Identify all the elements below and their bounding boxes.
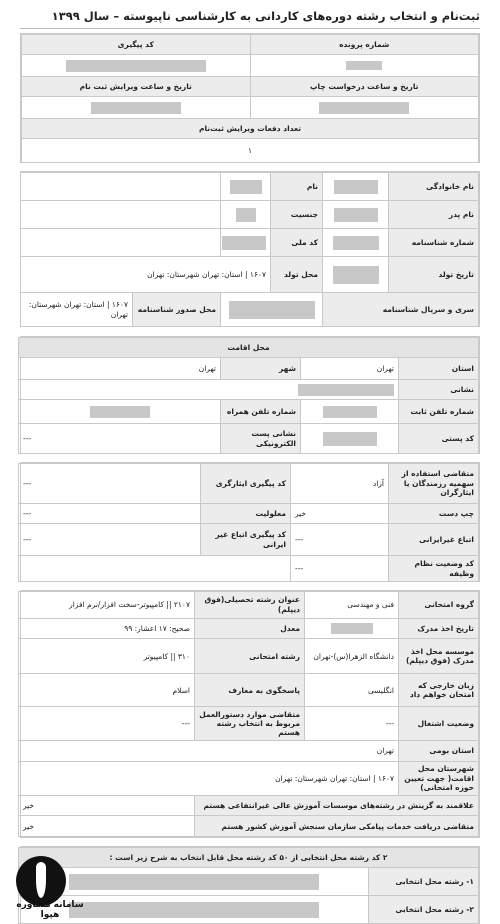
redacted-value	[66, 60, 206, 72]
military-label: کد وضعیت نظام وظیفه	[389, 556, 479, 582]
institute-label: موسسه محل اخذ مدرک (فوق دیپلم)	[399, 639, 479, 674]
postal-code-label: کد پستی	[399, 424, 479, 454]
disability-label: معلولیت	[201, 504, 291, 524]
tracking-code-value	[22, 55, 251, 77]
exam-group-value: فنی و مهندسی	[305, 592, 399, 619]
serial-label: سری و سریال شناسنامه	[323, 293, 479, 327]
title-divider	[20, 28, 480, 29]
veteran-quota-label: متقاضی استفاده از سهمیه رزمندگان یا ایثارگران	[389, 464, 479, 504]
birth-date-label: تاریخ تولد	[389, 257, 479, 293]
native-province-label: استان بومی	[399, 741, 479, 762]
province-label: استان	[399, 358, 479, 380]
job-status-value: ---	[305, 707, 399, 741]
institute-value: دانشگاه الزهرا(س)-تهران	[305, 639, 399, 674]
id-number-value	[323, 229, 389, 257]
field-title-label: عنوان رشته تحصیلی(فوق دیپلم)	[195, 592, 305, 619]
military-value: ---	[291, 556, 389, 582]
section-residence	[20, 336, 480, 454]
mobile-value	[19, 400, 221, 424]
issue-place-label: محل صدور شناسنامه	[133, 293, 221, 327]
sms-value: خیر	[19, 816, 195, 837]
redacted-value	[323, 406, 377, 418]
degree-date-label: تاریخ اخذ مدرک	[399, 618, 479, 639]
birth-date-value	[323, 257, 389, 293]
lefthand-label: چپ دست	[389, 504, 479, 524]
redacted-value	[298, 384, 394, 396]
national-code-label: کد ملی	[271, 229, 323, 257]
empty-cell	[19, 556, 291, 582]
nonprofit-value: خیر	[19, 795, 195, 816]
redacted-value	[323, 432, 377, 446]
tracking-code-label: کد پیگیری	[22, 35, 251, 55]
rules-label: متقاضی موارد دستورالعمل مربوط به انتخاب رشته هستم	[195, 707, 305, 741]
gpa-label: معدل	[195, 618, 305, 639]
edit-date-label: تاریخ و ساعت ویرایش ثبت نام	[22, 77, 251, 97]
redacted-value	[222, 236, 266, 250]
exam-group-label: گروه امتحانی	[399, 592, 479, 619]
foreign-label: اتباع غیرایرانی	[389, 524, 479, 556]
father-name-value	[323, 201, 389, 229]
redacted-value	[334, 180, 378, 194]
redacted-value	[69, 902, 319, 918]
sms-label: متقاضی دریافت خدمات پیامکی سازمان سنجش آموزش کشور هستم	[195, 816, 479, 837]
redacted-value	[91, 102, 181, 114]
field-title-value: ۲۱۰۷ || کامپیوتر-سخت افزار/نرم افزار	[19, 592, 195, 619]
empty-cell	[21, 173, 221, 201]
redacted-value	[229, 301, 315, 319]
serial-value	[221, 293, 323, 327]
foreign-code-value: ---	[19, 524, 201, 556]
lastname-label: نام خانوادگی	[389, 173, 479, 201]
section-file-info	[20, 33, 480, 163]
email-value: ---	[19, 424, 221, 454]
native-province-value: تهران	[19, 741, 399, 762]
email-label: نشانی پست الکترونیکی	[221, 424, 301, 454]
gender-label: جنسیت	[271, 201, 323, 229]
residence-header: محل اقامت	[19, 338, 479, 358]
redacted-value	[346, 61, 382, 70]
address-value	[19, 380, 399, 400]
disability-value: ---	[19, 504, 201, 524]
veteran-quota-value: آزاد	[291, 464, 389, 504]
birth-place-label: محل تولد	[271, 257, 323, 293]
print-date-value	[250, 97, 479, 119]
choice-2-label: ۲- رشته محل انتخابی	[369, 896, 479, 924]
address-label: نشانی	[399, 380, 479, 400]
name-value	[221, 173, 271, 201]
redacted-value	[333, 266, 379, 284]
pen-nib-icon	[36, 862, 46, 898]
file-number-value	[250, 55, 479, 77]
gender-value	[221, 201, 271, 229]
city-value: تهران	[19, 358, 221, 380]
exam-field-label: رشته امتحانی	[195, 639, 305, 674]
print-date-label: تاریخ و ساعت درخواست چاپ	[250, 77, 479, 97]
choice-1-label: ۱- رشته محل انتخابی	[369, 868, 479, 896]
lefthand-value: خیر	[291, 504, 389, 524]
province-value: تهران	[301, 358, 399, 380]
redacted-value	[90, 406, 150, 418]
empty-cell	[21, 229, 221, 257]
name-label: نام	[271, 173, 323, 201]
nonprofit-label: علاقمند به گزینش در رشته‌های موسسات آموزش عالی غیرانتفاعی هستم	[195, 795, 479, 816]
veteran-code-label: کد پیگیری ایثارگری	[201, 464, 291, 504]
city-label: شهر	[221, 358, 301, 380]
section-education	[20, 590, 480, 838]
father-name-label: نام پدر	[389, 201, 479, 229]
phone-value	[301, 400, 399, 424]
lastname-value	[323, 173, 389, 201]
foreign-value: ---	[291, 524, 389, 556]
religion-label: پاسخگوی به معارف	[195, 674, 305, 707]
language-value: انگلیسی	[305, 674, 399, 707]
section-personal-info	[20, 171, 480, 327]
issue-place-value: ۱۶۰۷ | استان: تهران شهرستان: تهران	[21, 293, 133, 327]
degree-date-value	[305, 618, 399, 639]
redacted-value	[319, 102, 409, 114]
redacted-value	[333, 236, 379, 250]
page-title: ثبت‌نام و انتخاب رشته دوره‌های کاردانی به کارشناسی ناپیوسته – سال ۱۳۹۹	[51, 9, 480, 23]
postal-code-value	[301, 424, 399, 454]
edit-count-label: تعداد دفعات ویرایش ثبت‌نام	[22, 119, 479, 139]
language-label: زبان خارجی که امتحان خواهم داد	[399, 674, 479, 707]
redacted-value	[69, 874, 319, 890]
national-code-value	[221, 229, 271, 257]
residence-city-label: شهرستان محل اقامت( جهت تعیین حوزه امتحانی)	[399, 761, 479, 795]
religion-value: اسلام	[19, 674, 195, 707]
id-number-label: شماره شناسنامه	[389, 229, 479, 257]
hepva-logo	[8, 854, 92, 920]
section-quota	[20, 462, 480, 582]
redacted-value	[230, 180, 262, 194]
birth-place-value: ۱۶۰۷ | استان: تهران شهرستان: تهران	[21, 257, 271, 293]
veteran-code-value: ---	[19, 464, 201, 504]
rules-value: ---	[19, 707, 195, 741]
redacted-value	[334, 208, 378, 222]
choices-header: ۲ کد رشته محل انتخابی از ۵۰ کد رشته محل قابل انتخاب به شرح زیر است :	[19, 848, 479, 868]
phone-label: شماره تلفن ثابت	[399, 400, 479, 424]
exam-field-value: ۳۱۰ || کامپیوتر	[19, 639, 195, 674]
mobile-label: شماره تلفن همراه	[221, 400, 301, 424]
gpa-value: صحیح: ۱۷ اعشار: ۹۹	[19, 618, 195, 639]
redacted-value	[236, 208, 256, 222]
file-number-label: شماره پرونده	[250, 35, 479, 55]
logo-text: سامانه مشاوره هپوا	[16, 900, 84, 920]
residence-city-value: ۱۶۰۷ | استان: تهران شهرستان: تهران	[19, 761, 399, 795]
job-status-label: وضعیت اشتغال	[399, 707, 479, 741]
empty-cell	[21, 201, 221, 229]
foreign-code-label: کد پیگیری اتباع غیر ایرانی	[201, 524, 291, 556]
edit-count-value: ۱	[22, 139, 479, 163]
edit-date-value	[22, 97, 251, 119]
redacted-value	[331, 623, 373, 634]
